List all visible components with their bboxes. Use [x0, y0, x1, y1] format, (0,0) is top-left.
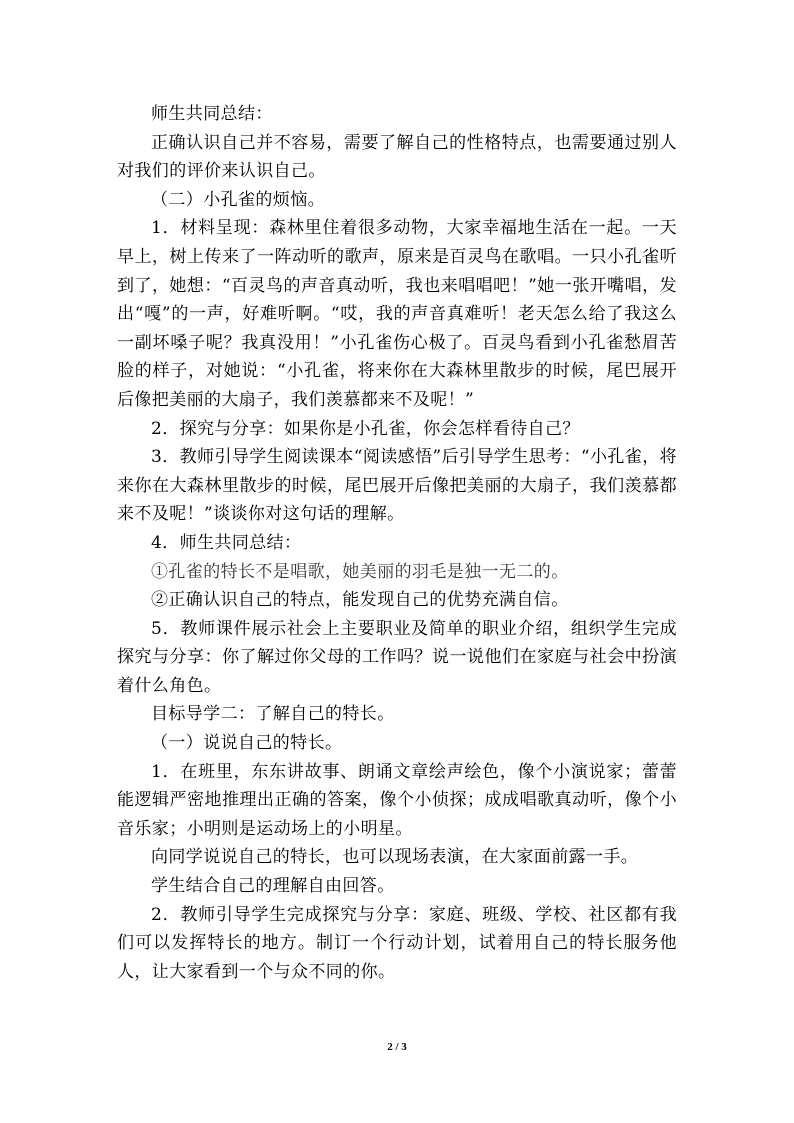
paragraph-class-examples: 1．在班里，东东讲故事、朗诵文章绘声绘色，像个小演说家；蕾蕾能逻辑严密地推理出正确的答案，像个小侦探；成成唱歌真动听，像个小音乐家；小明则是运动场上的小明星。 — [117, 761, 677, 839]
paragraph-summary-heading-2: 4．师生共同总结： — [151, 532, 302, 553]
paragraph-point-2: ②正确认识自己的特点，能发现自己的优势充满自信。 — [151, 590, 569, 611]
page-number: 2 / 3 — [387, 1041, 407, 1053]
paragraph-teacher-guide-reading: 3．教师引导学生阅读课本“阅读感悟”后引导学生思考：“小孔雀，将来你在大森林里散步的时候，尾巴展开后像把美丽的大扇子，我们羡慕都来不及呢！”谈谈你对这句话的理解。 — [117, 447, 677, 525]
paragraph-career-intro: 5．教师课件展示社会上主要职业及简单的职业介绍，组织学生完成探究与分享：你了解过你父母的工作吗？说一说他们在家庭与社会中扮演着什么角色。 — [117, 618, 677, 696]
paragraph-action-plan: 2．教师引导学生完成探究与分享：家庭、班级、学校、社区都有我们可以发挥特长的地方。制订一个行动计划，试着用自己的特长服务他人，让大家看到一个与众不同的你。 — [117, 904, 677, 982]
paragraph-share-talent: 向同学说说自己的特长，也可以现场表演，在大家面前露一手。 — [151, 847, 639, 868]
paragraph-goal-two: 目标导学二：了解自己的特长。 — [151, 704, 395, 725]
paragraph-summary-text: 正确认识自己并不容易，需要了解自己的性格特点，也需要通过别人对我们的评价来认识自己。 — [117, 132, 677, 182]
paragraph-point-1: ①孔雀的特长不是唱歌，她美丽的羽毛是独一无二的。 — [151, 561, 569, 582]
paragraph-free-answer: 学生结合自己的理解自由回答。 — [151, 876, 395, 897]
paragraph-section-talents: （一）说说自己的特长。 — [151, 733, 343, 754]
document-body — [117, 100, 677, 986]
paragraph-explore-share: 2．探究与分享：如果你是小孔雀，你会怎样看待自己？ — [151, 418, 580, 439]
paragraph-section-peacock: （二）小孔雀的烦恼。 — [151, 189, 325, 210]
paragraph-summary-heading: 师生共同总结： — [151, 104, 273, 124]
paragraph-material-story: 1．材料呈现：森林里住着很多动物，大家幸福地生活在一起。一天早上，树上传来了一阵动听的歌声，原来是百灵鸟在歌唱。一只小孔雀听到了，她想：“百灵鸟的声音真动听，我也来唱唱吧！”她一张开嘴唱，发出“嘎”的一声，好难听啊。“哎，我的声音真难听！老天怎么给了我这么一副坏嗓子呢？我真没用！”小孔雀伤心极了。百灵鸟看到小孔雀愁眉苦脸的样子，对她说：“小孔雀，将来你在大森林里散步的时候，尾巴展开后像把美丽的大扇子，我们羡慕都来不及呢！” — [117, 218, 677, 410]
